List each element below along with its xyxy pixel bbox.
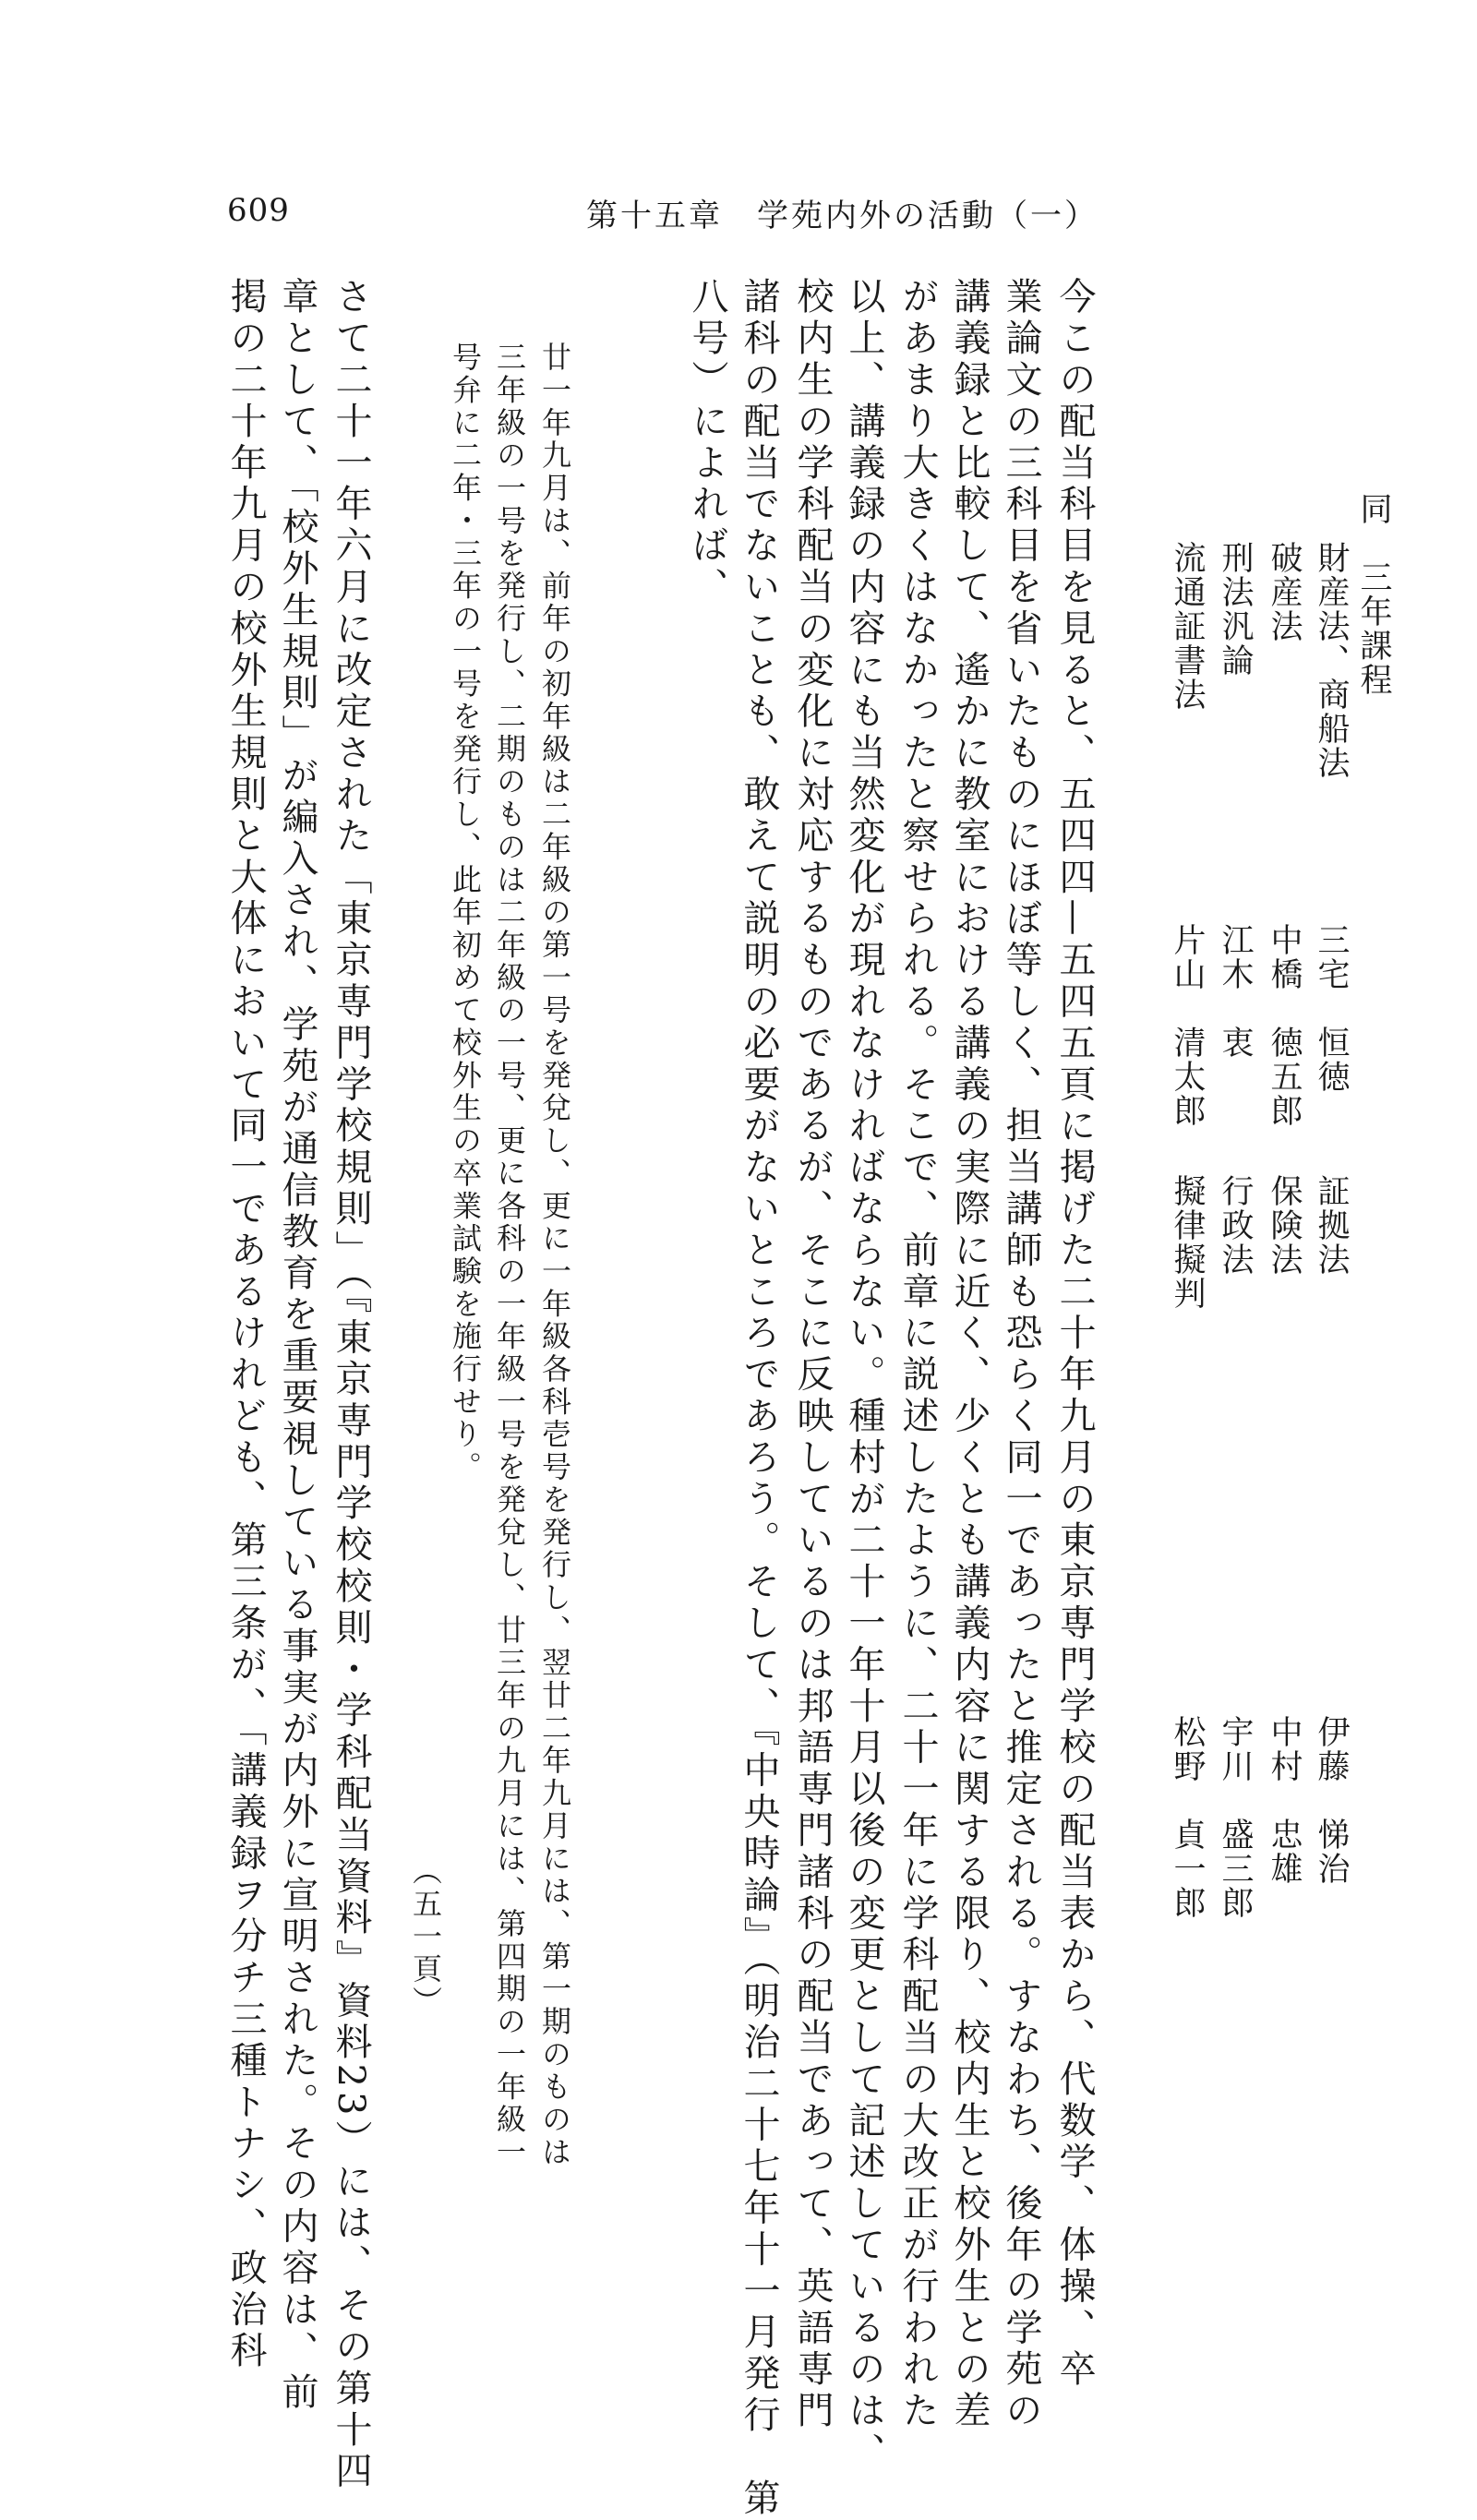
text-line: があまり大きくはなかったと察せられる。そこで、前章に説述したように、二十一年に学科配当の大改正が行われた xyxy=(896,277,939,2432)
running-header: 第十五章 学苑内外の活動（一） xyxy=(586,198,1099,234)
quote-line: 号弁に二年・三年の一号を発行し、此年初めて校外生の卒業試験を施行せり。 xyxy=(448,342,483,1484)
schedule-subject: 刑法汎論 xyxy=(1217,541,1254,678)
schedule-lecturer: 宇川 盛三郎 xyxy=(1217,1715,1254,1920)
schedule-subject: 破産法 xyxy=(1266,541,1303,643)
text-line: 八号）によれば、 xyxy=(686,277,728,609)
page-number: 609 xyxy=(227,192,290,229)
schedule-title: 同 三年課程 xyxy=(1355,492,1392,697)
schedule-lecturer: 三宅 恒徳 xyxy=(1313,923,1350,1094)
schedule-subject: 流通証書法 xyxy=(1169,541,1206,712)
schedule-lecturer: 中橋 徳五郎 xyxy=(1266,923,1303,1128)
text-line: 章として、「校外生規則」が編入され、学苑が通信教育を重要視している事実が内外に宣明された。その内容は、前 xyxy=(276,277,318,2414)
schedule-subject: 行政法 xyxy=(1217,1174,1254,1277)
schedule-subject: 擬律擬判 xyxy=(1169,1174,1206,1311)
text-line: 掲の二十年九月の校外生規則と大体において同一であるけれども、第三条が、「講義録ヲ分チ三種トナシ、政治科 xyxy=(224,277,267,2372)
quote-line: 三年級の一号を発行し、二期のものは二年級の一号、更に各科の一年級一号を発兌し、廿三年の九月には、第四期の一年級一 xyxy=(492,342,527,2169)
text-line: さて二十一年六月に改定された「東京専門学校規則」（『東京専門学校校則・学科配当資料』資料23）には、その第十四 xyxy=(330,277,372,2493)
text-line: 今この配当科目を見ると、五四四—五四五頁に掲げた二十年九月の東京専門学校の配当表から、代数学、体操、卒 xyxy=(1053,277,1096,2391)
text-line: 以上、講義録の内容にも当然変化が現れなければならない。種村が二十一年十月以後の変更として記述しているのは、 xyxy=(843,277,885,2474)
schedule-lecturer: 片山 清太郎 xyxy=(1169,923,1206,1128)
schedule-subject: 保険法 xyxy=(1266,1174,1303,1277)
schedule-lecturer: 中村 忠雄 xyxy=(1266,1715,1303,1886)
schedule-lecturer: 江木 衷 xyxy=(1217,923,1254,1060)
schedule-subject: 証拠法 xyxy=(1313,1174,1350,1277)
schedule-lecturer: 伊藤 悌治 xyxy=(1313,1715,1350,1886)
quote-citation: （五一頁） xyxy=(408,1855,443,2019)
text-line: 諸科の配当でないことも、敢えて説明の必要がないところであろう。そして、『中央時論』（明治二十七年十一月発行 第 xyxy=(738,277,780,2520)
schedule-subject: 財産法、商船法 xyxy=(1313,541,1350,780)
text-line: 業論文の三科目を省いたものにほぼ等しく、担当講師も恐らく同一であったと推定される。すなわち、後年の学苑の xyxy=(1000,277,1042,2432)
schedule-lecturer: 松野 貞一郎 xyxy=(1169,1715,1206,1920)
text-line: 校内生の学科配当の変化に対応するものであるが、そこに反映しているのは邦語専門諸科の配当であって、英語専門 xyxy=(791,277,834,2432)
quote-line: 廿一年九月は、前年の初年級は二年級の第一号を発兌し、更に一年級各科壱号を発行し、翌廿二年九月には、第一期のものは xyxy=(537,342,572,2169)
text-line: 講義録と比較して、遙かに教室における講義の実際に近く、少くとも講義内容に関する限り、校内生と校外生との差 xyxy=(948,277,991,2432)
